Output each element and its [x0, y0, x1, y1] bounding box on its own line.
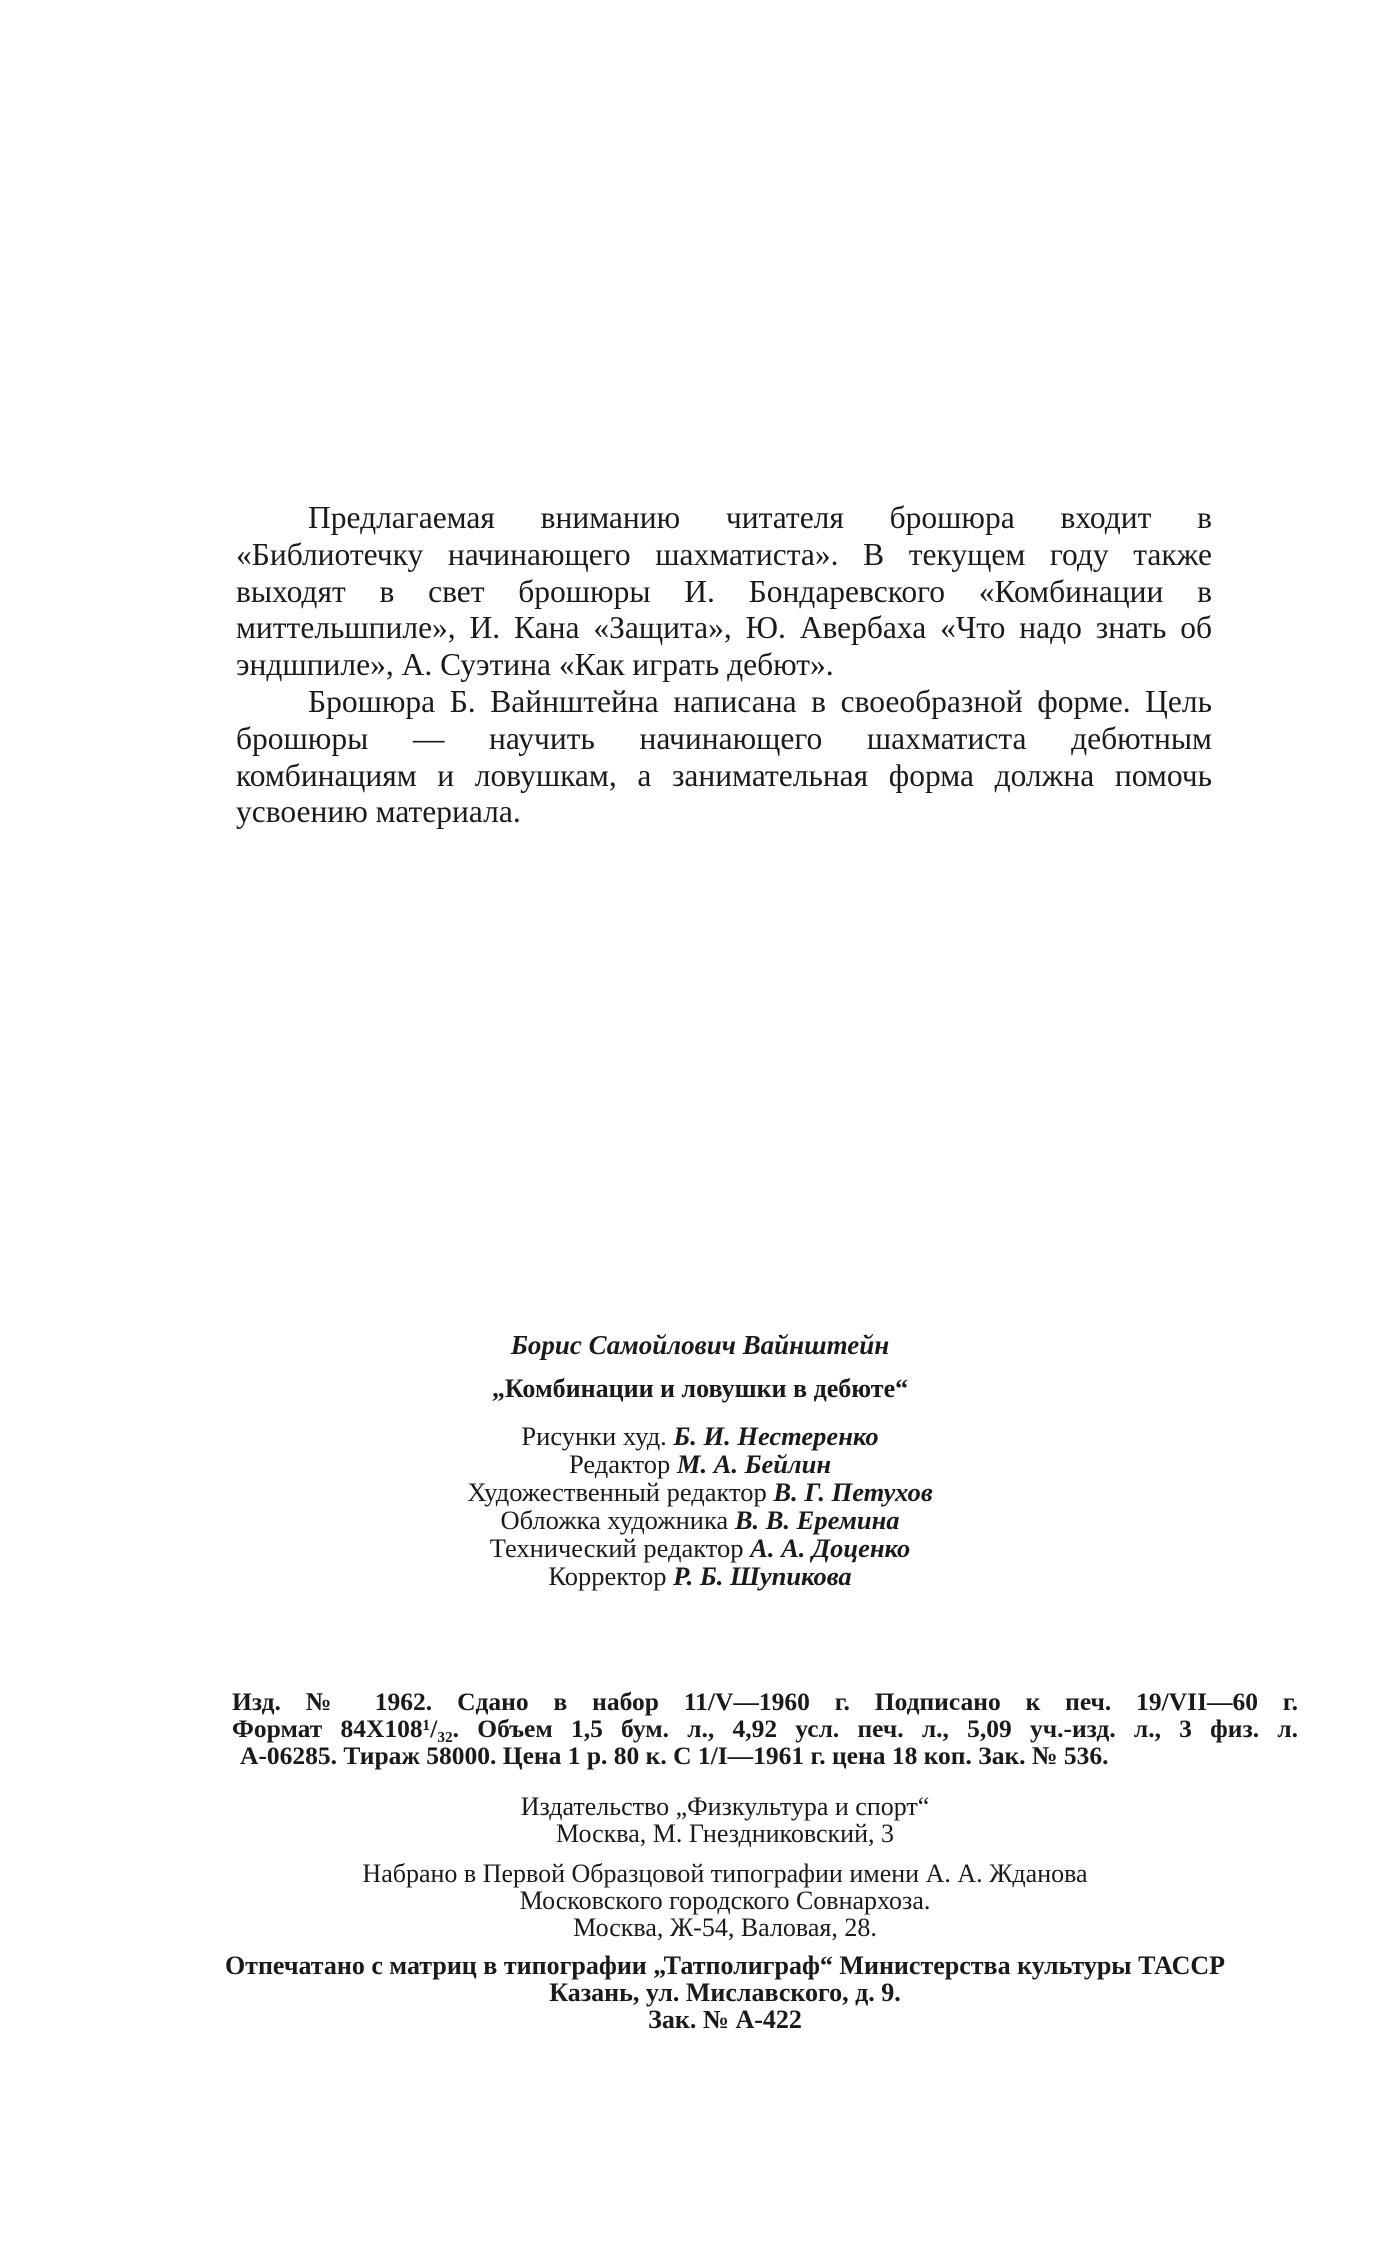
typesetting-line: Москва, Ж-54, Валовая, 28.: [573, 1913, 877, 1942]
printing-line: Зак. № А-422: [648, 2005, 802, 2034]
printing-info: [150, 1952, 1300, 2033]
imprint-line: А-06285. Тираж 58000. Цена 1 р. 80 к. С 1/I—1961 г. цена 18 коп. Зак. № 536.: [240, 1741, 1109, 1770]
typesetting-line: Московского городского Совнархоза.: [519, 1886, 931, 1915]
staff-role: Рисунки худ.: [521, 1421, 667, 1451]
typesetting-line: Набрано в Первой Образцовой типографии имени А. А. Жданова: [362, 1859, 1088, 1888]
staff-person: М. А. Бейлин: [676, 1449, 832, 1479]
typesetting-info: [150, 1860, 1300, 1941]
staff-role: Редактор: [568, 1449, 671, 1479]
author-name: Борис Самойлович Вайнштейн: [510, 1330, 890, 1360]
imprint-line: Формат 84X108¹/₃₂. Объем 1,5 бум. л., 4,92 усл. печ. л., 5,09 уч.-изд. л., 3 физ. л.: [232, 1714, 1298, 1743]
staff-person: В. В. Еремина: [734, 1505, 900, 1535]
annotation-paragraph: Предлагаемая вниманию читателя брошюра входит в «Библиотечку начинающего шахматиста». В текущем году также выходят в свет брошюры И. Бондаревского «Комбинации в миттельшпиле», И. Кана «Защита», Ю. Авербаха «Что надо знать об эндшпиле», А. Суэтина «Как играть дебют».: [236, 500, 1212, 683]
staff-person: Р. Б. Шупикова: [673, 1561, 852, 1591]
imprint-line: Изд. № 1962. Сдано в набор 11/V—1960 г. Подписано к печ. 19/VII—60 г.: [232, 1687, 1298, 1716]
printing-line: Отпечатано с матриц в типографии „Татполиграф“ Министерства культуры ТАССР: [224, 1951, 1226, 1980]
annotation-paragraph: Брошюра Б. Вайнштейна написана в своеобразной форме. Цель брошюры — научить начинающего шахматиста дебютным комбинациям и ловушкам, а занимательная форма должна помочь усвоению материала.: [236, 683, 1212, 830]
publisher-line: Издательство „Физкультура и спорт“: [520, 1792, 930, 1821]
staff-person: Б. И. Нестеренко: [673, 1421, 879, 1451]
staff-role: Корректор: [548, 1561, 667, 1591]
staff-person: А. А. Доценко: [750, 1533, 911, 1563]
staff-row: [200, 1422, 1200, 1450]
publisher-info: [150, 1793, 1300, 1847]
staff-row: [200, 1478, 1200, 1506]
staff-row: [200, 1450, 1200, 1478]
staff-credits: [200, 1422, 1200, 1590]
staff-person: В. Г. Петухов: [773, 1477, 933, 1507]
imprint-details: [232, 1688, 1298, 1769]
staff-role: Технический редактор: [489, 1533, 744, 1563]
staff-row: [200, 1506, 1200, 1534]
book-title: „Комбинации и ловушки в дебюте“: [491, 1374, 909, 1403]
annotation-text: [236, 500, 1212, 831]
publisher-line: Москва, М. Гнездниковский, 3: [556, 1819, 894, 1848]
staff-role: Художественный редактор: [467, 1477, 767, 1507]
staff-row: [200, 1562, 1200, 1590]
staff-role: Обложка художника: [500, 1505, 729, 1535]
printing-line: Казань, ул. Миславского, д. 9.: [549, 1978, 901, 2007]
staff-row: [200, 1534, 1200, 1562]
